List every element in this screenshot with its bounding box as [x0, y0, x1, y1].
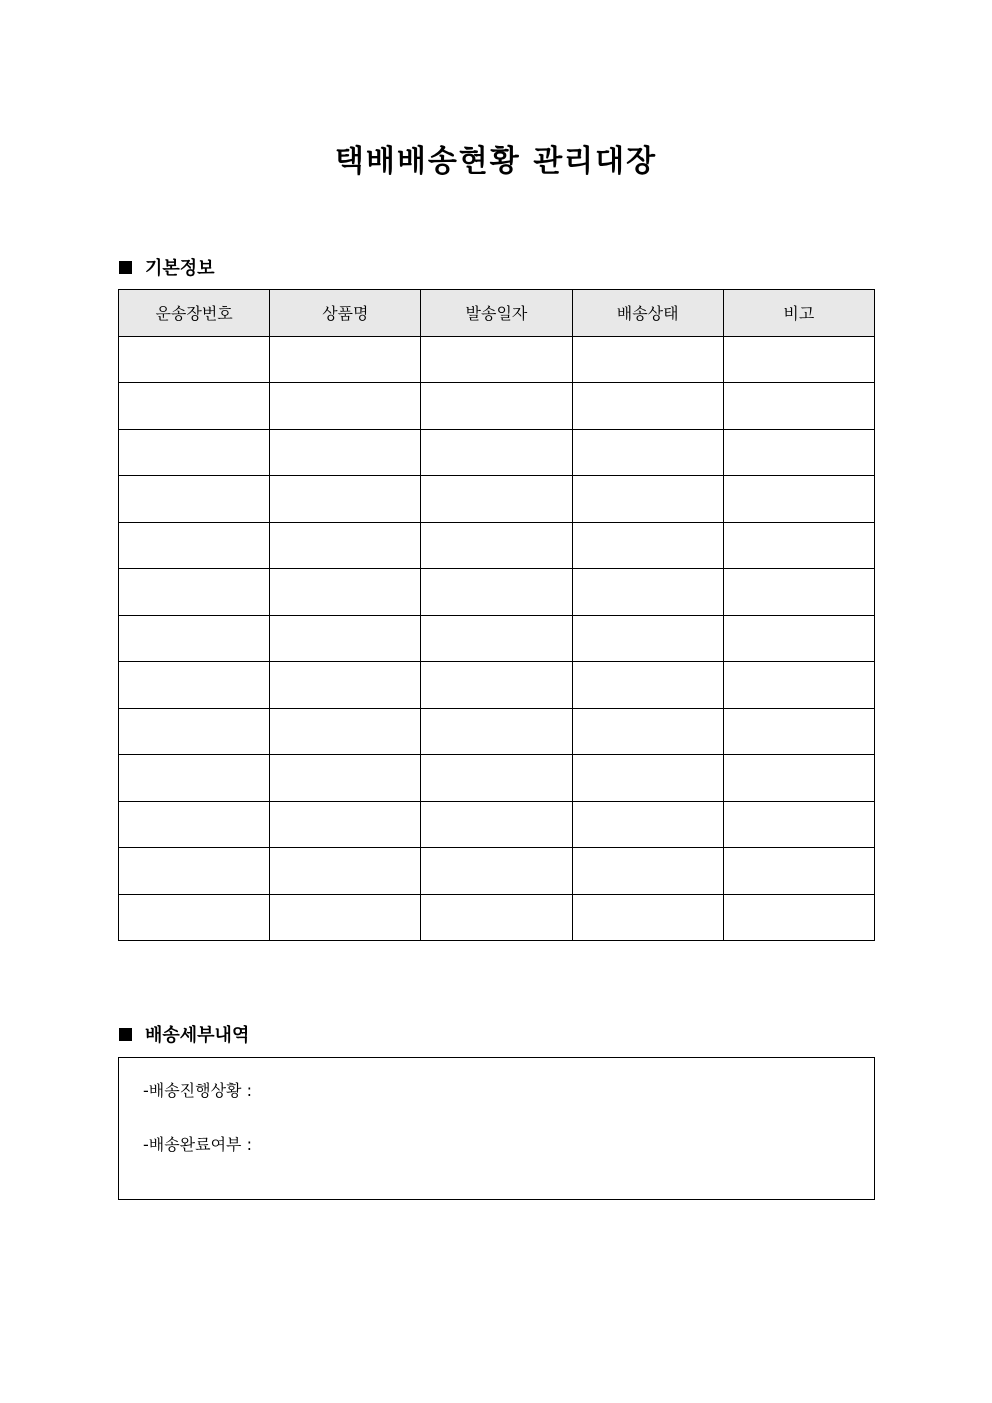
table-cell[interactable] [723, 662, 874, 709]
delivery-detail-box [118, 1057, 875, 1200]
table-cell[interactable] [119, 522, 270, 569]
table-cell[interactable] [723, 476, 874, 523]
table-cell[interactable] [723, 429, 874, 476]
table-row [119, 522, 875, 569]
table-cell[interactable] [270, 848, 421, 895]
column-header-remarks: 비고 [723, 290, 874, 337]
table-row [119, 336, 875, 383]
table-cell[interactable] [572, 615, 723, 662]
table-cell[interactable] [723, 755, 874, 802]
table-cell[interactable] [270, 569, 421, 616]
table-cell[interactable] [572, 755, 723, 802]
table-cell[interactable] [421, 801, 572, 848]
table-row [119, 755, 875, 802]
table-cell[interactable] [572, 801, 723, 848]
delivery-table [118, 289, 875, 941]
table-cell[interactable] [421, 894, 572, 941]
table-row [119, 894, 875, 941]
square-bullet-icon [119, 1028, 132, 1041]
table-cell[interactable] [572, 522, 723, 569]
table-cell[interactable] [119, 801, 270, 848]
table-cell[interactable] [119, 848, 270, 895]
table-cell[interactable] [119, 569, 270, 616]
table-cell[interactable] [723, 336, 874, 383]
table-cell[interactable] [421, 755, 572, 802]
table-cell[interactable] [270, 708, 421, 755]
table-cell[interactable] [572, 429, 723, 476]
table-cell[interactable] [723, 522, 874, 569]
table-row [119, 569, 875, 616]
table-cell[interactable] [572, 569, 723, 616]
section-heading-basic [119, 254, 215, 280]
table-body [119, 336, 875, 941]
table-cell[interactable] [119, 708, 270, 755]
column-header-ship-date: 발송일자 [421, 290, 572, 337]
table-cell[interactable] [421, 429, 572, 476]
table-cell[interactable] [572, 662, 723, 709]
column-header-tracking-number: 운송장번호 [119, 290, 270, 337]
table-cell[interactable] [270, 476, 421, 523]
table-cell[interactable] [723, 615, 874, 662]
table-cell[interactable] [723, 383, 874, 430]
section-heading-detail [119, 1021, 249, 1047]
column-header-delivery-status: 배송상태 [572, 290, 723, 337]
table-row [119, 429, 875, 476]
table-row [119, 848, 875, 895]
table-row [119, 662, 875, 709]
table-cell[interactable] [119, 336, 270, 383]
table-cell[interactable] [572, 894, 723, 941]
table-cell[interactable] [421, 662, 572, 709]
table-row [119, 615, 875, 662]
table-cell[interactable] [270, 429, 421, 476]
table-cell[interactable] [723, 801, 874, 848]
column-header-product-name: 상품명 [270, 290, 421, 337]
table-row [119, 801, 875, 848]
document-title: 택배배송현황 관리대장 [334, 144, 658, 179]
table-cell[interactable] [270, 383, 421, 430]
table-cell[interactable] [270, 662, 421, 709]
table-cell[interactable] [119, 662, 270, 709]
table-cell[interactable] [270, 336, 421, 383]
table-cell[interactable] [421, 336, 572, 383]
table-cell[interactable] [421, 383, 572, 430]
table-cell[interactable] [119, 429, 270, 476]
table-cell[interactable] [421, 569, 572, 616]
delivery-completion-line[interactable]: -배송완료여부 : [143, 1135, 252, 1154]
table-cell[interactable] [421, 476, 572, 523]
table-header-row [119, 290, 875, 337]
table-cell[interactable] [119, 894, 270, 941]
table-cell[interactable] [572, 848, 723, 895]
square-bullet-icon [119, 261, 132, 274]
table-row [119, 708, 875, 755]
table-cell[interactable] [421, 522, 572, 569]
table-cell[interactable] [572, 383, 723, 430]
table-cell[interactable] [119, 755, 270, 802]
table-cell[interactable] [723, 894, 874, 941]
delivery-progress-line[interactable]: -배송진행상황 : [143, 1081, 252, 1100]
table-cell[interactable] [119, 476, 270, 523]
table-cell[interactable] [572, 476, 723, 523]
table-cell[interactable] [723, 708, 874, 755]
table-cell[interactable] [421, 615, 572, 662]
table-cell[interactable] [119, 615, 270, 662]
table-cell[interactable] [572, 336, 723, 383]
table-cell[interactable] [572, 708, 723, 755]
table-row [119, 476, 875, 523]
table-cell[interactable] [270, 801, 421, 848]
table-cell[interactable] [723, 848, 874, 895]
table-cell[interactable] [421, 848, 572, 895]
table-cell[interactable] [270, 522, 421, 569]
table-cell[interactable] [270, 894, 421, 941]
table-cell[interactable] [421, 708, 572, 755]
section-heading-label: 배송세부내역 [145, 1025, 250, 1046]
table-cell[interactable] [270, 615, 421, 662]
section-heading-label: 기본정보 [145, 258, 215, 279]
table-cell[interactable] [119, 383, 270, 430]
table-cell[interactable] [723, 569, 874, 616]
table-cell[interactable] [270, 755, 421, 802]
table-row [119, 383, 875, 430]
